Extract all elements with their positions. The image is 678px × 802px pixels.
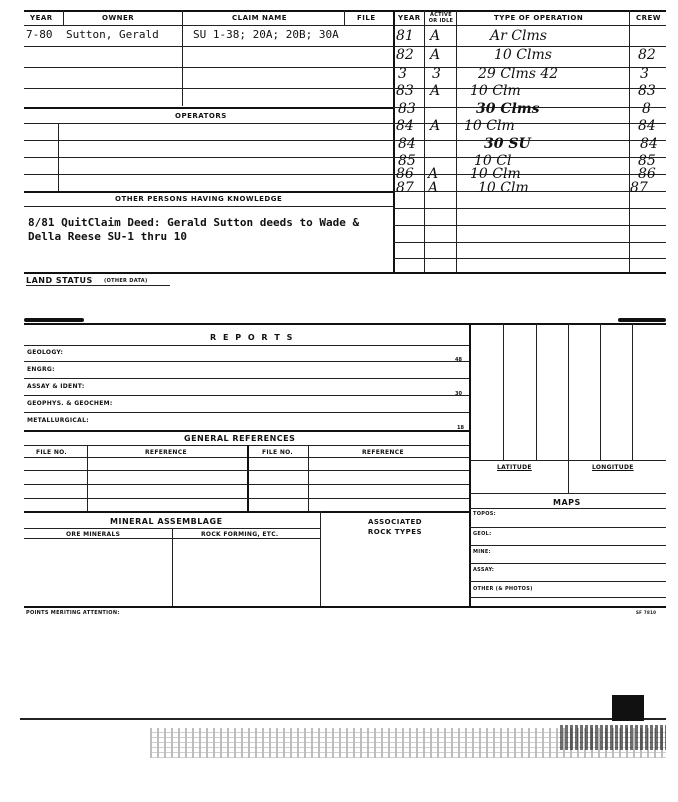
op-crew: 86 xyxy=(638,166,656,182)
op-type: 10 Clm xyxy=(470,83,521,99)
maps-title: MAPS xyxy=(553,498,581,507)
op-year: 84 xyxy=(398,136,416,152)
map-mine-label: MINE: xyxy=(473,549,491,555)
op-type: Ar Clms xyxy=(490,28,547,44)
header-file: FILE xyxy=(357,14,376,22)
owner-entry-year: 7-80 xyxy=(26,28,53,41)
header-year: YEAR xyxy=(30,14,53,22)
op-year: 81 xyxy=(396,28,414,44)
general-references-title: GENERAL REFERENCES xyxy=(184,434,296,443)
op-year: 3 xyxy=(398,66,407,82)
op-crew: 87 xyxy=(630,180,648,196)
report-geology-label: GEOLOGY: xyxy=(27,349,64,356)
other-persons-line-2: Della Reese SU-1 thru 10 xyxy=(28,230,187,243)
op-type: 30 SU xyxy=(484,136,531,152)
op-active: A xyxy=(430,118,441,134)
gen-ref-col-reference-2: REFERENCE xyxy=(362,449,404,456)
report-assay-label: ASSAY & IDENT: xyxy=(27,383,85,390)
op-active: A xyxy=(430,28,441,44)
latitude-label: LATITUDE xyxy=(497,464,532,471)
op-active: A xyxy=(428,166,439,182)
op-type: 30 Clms xyxy=(476,101,540,117)
gen-ref-col-reference: REFERENCE xyxy=(145,449,187,456)
header-crew: CREW xyxy=(636,14,662,22)
report-engrg-label: ENGRG: xyxy=(27,366,55,373)
header-year-2: YEAR xyxy=(398,14,421,22)
op-active: 3 xyxy=(432,66,441,82)
report-metallurgical-label: METALLURGICAL: xyxy=(27,417,89,424)
op-crew: 82 xyxy=(638,47,656,63)
op-crew: 83 xyxy=(638,83,656,99)
other-persons-label: OTHER PERSONS HAVING KNOWLEDGE xyxy=(115,195,283,203)
longitude-label: LONGITUDE xyxy=(592,464,634,471)
op-crew: 85 xyxy=(638,153,656,169)
report-num: 30 xyxy=(455,391,462,397)
report-num: 48 xyxy=(455,357,462,363)
ore-minerals-label: ORE MINERALS xyxy=(66,531,121,538)
other-persons-line-1: 8/81 QuitClaim Deed: Gerald Sutton deeds to Wade & xyxy=(28,216,360,229)
map-other-label: OTHER (& PHOTOS) xyxy=(473,586,533,592)
op-crew: 8 xyxy=(642,101,651,117)
header-active: ACTIVE OR IDLE xyxy=(428,12,454,24)
rock-forming-label: ROCK FORMING, ETC. xyxy=(201,531,279,538)
op-crew: 3 xyxy=(640,66,649,82)
op-crew: 84 xyxy=(640,136,658,152)
op-type: 10 Clms xyxy=(494,47,552,63)
header-claim-name: CLAIM NAME xyxy=(232,14,288,22)
map-topos-label: TOPOS: xyxy=(473,511,496,517)
operators-label: OPERATORS xyxy=(175,112,227,120)
op-year: 86 xyxy=(396,166,414,182)
map-assay-label: ASSAY: xyxy=(473,567,495,573)
gen-ref-col-file-no: FILE NO. xyxy=(36,449,68,456)
associated-rock-types: ASSOCIATED ROCK TYPES xyxy=(367,518,423,536)
op-type: 10 Clm xyxy=(470,166,521,182)
op-year: 83 xyxy=(396,83,414,99)
op-year: 82 xyxy=(396,47,414,63)
owner-entry-name: Sutton, Gerald xyxy=(66,28,159,41)
owner-entry-claim: SU 1-38; 20A; 20B; 30A xyxy=(193,28,339,41)
land-status-sub: (OTHER DATA) xyxy=(104,278,148,284)
op-active: A xyxy=(430,83,441,99)
op-year: 84 xyxy=(396,118,414,134)
report-num: 18 xyxy=(457,425,464,431)
op-year: 85 xyxy=(398,153,416,169)
op-year: 83 xyxy=(398,101,416,117)
land-status-label: LAND STATUS xyxy=(26,276,93,285)
map-geol-label: GEOL: xyxy=(473,531,492,537)
op-active: A xyxy=(428,180,439,196)
op-active: A xyxy=(430,47,441,63)
op-type: 29 Clms 42 xyxy=(478,66,559,82)
op-type: 10 Cl xyxy=(474,153,512,169)
op-type: 10 Clm xyxy=(464,118,515,134)
form-number: SF 7810 xyxy=(636,610,657,615)
points-meriting-attention: POINTS MERITING ATTENTION: xyxy=(26,610,120,616)
reports-title: R E P O R T S xyxy=(210,333,295,342)
header-owner: OWNER xyxy=(102,14,135,22)
op-type: 10 Clm xyxy=(478,180,529,196)
mineral-title: MINERAL ASSEMBLAGE xyxy=(110,517,223,526)
header-type-of-operation: TYPE OF OPERATION xyxy=(494,14,584,22)
report-geophys-label: GEOPHYS. & GEOCHEM: xyxy=(27,400,113,407)
op-crew: 84 xyxy=(638,118,656,134)
op-year: 87 xyxy=(396,180,414,196)
gen-ref-col-file-no-2: FILE NO. xyxy=(262,449,294,456)
